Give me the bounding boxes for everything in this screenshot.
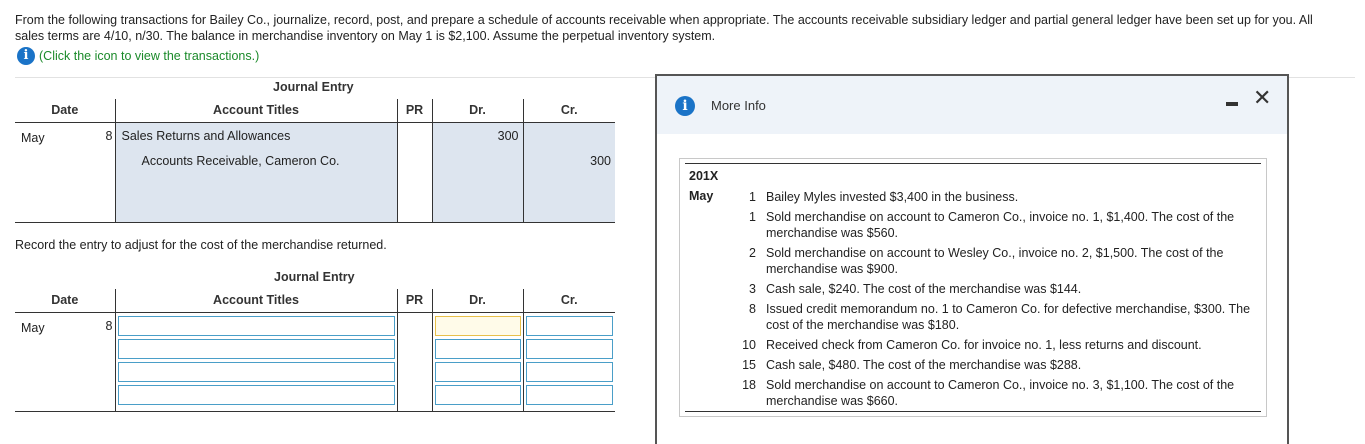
account-title-credit: Accounts Receivable, Cameron Co. — [141, 153, 340, 168]
transactions-box — [679, 158, 1267, 417]
credit-cell — [523, 122, 615, 222]
month-label: May — [21, 320, 45, 335]
transaction-day: 2 — [749, 246, 756, 260]
transaction-text: Issued credit memorandum no. 1 to Cameron Co. for defective merchandise, $300. The cost of the merchandise was $180. — [766, 302, 1251, 332]
transaction-item — [736, 337, 1256, 353]
transaction-text: Bailey Myles invested $3,400 in the business. — [766, 190, 1019, 204]
credit-header: Cr. — [523, 99, 615, 122]
transaction-text: Sold merchandise on account to Wesley Co., invoice no. 2, $1,500. The cost of the merchandise was $900. — [766, 246, 1224, 276]
record-instruction: Record the entry to adjust for the cost of the merchandise returned. — [15, 238, 387, 252]
more-info-modal — [655, 74, 1289, 444]
close-icon[interactable]: ✕ — [1253, 86, 1272, 111]
transaction-item — [736, 357, 1256, 373]
day-label: 8 — [105, 128, 113, 143]
info-icon: i — [675, 96, 695, 116]
debit-header: Dr. — [432, 289, 523, 312]
transaction-item — [736, 301, 1256, 333]
debit-input-4[interactable] — [435, 385, 521, 405]
transaction-item — [736, 209, 1256, 241]
transactions-list — [736, 189, 1256, 413]
bottom-rule — [685, 411, 1261, 412]
transaction-day: 3 — [749, 282, 756, 296]
transaction-item — [736, 377, 1256, 409]
credit-amount: 300 — [590, 153, 611, 168]
transaction-text: Sold merchandise on account to Cameron Co., invoice no. 1, $1,400. The cost of the merchandise was $560. — [766, 210, 1235, 240]
pr-header: PR — [397, 99, 432, 122]
account-titles-header: Account Titles — [115, 289, 397, 312]
credit-header: Cr. — [523, 289, 615, 312]
debit-header: Dr. — [432, 99, 523, 122]
date-header: Date — [15, 99, 115, 122]
pr-cell — [397, 312, 432, 411]
account-titles-cell — [115, 122, 397, 222]
journal-entry-table-1 — [15, 99, 615, 223]
debit-input-1[interactable] — [435, 316, 521, 336]
modal-title: More Info — [711, 98, 766, 113]
credit-input-2[interactable] — [526, 339, 614, 359]
minimize-icon[interactable] — [1225, 94, 1239, 108]
journal-entry-title: Journal Entry — [273, 80, 354, 94]
debit-cell — [432, 122, 523, 222]
pr-cell — [397, 122, 432, 222]
date-header: Date — [15, 289, 115, 312]
month-label: May — [689, 189, 714, 203]
instructions-text: From the following transactions for Bailey Co., journalize, record, post, and prepare a schedule of accounts receivable when appropriate. The accounts receivable subsidiary ledger and partial general ledger have been set up for you. All sales terms are 4/10, n/30. The balance in merchandise inventory on May 1 is $2,100. Assume the perpetual inventory system. — [15, 13, 1313, 43]
transaction-text: Cash sale, $480. The cost of the merchandise was $288. — [766, 358, 1082, 372]
account-titles-inputs — [115, 312, 397, 411]
debit-inputs — [432, 312, 523, 411]
day-label: 8 — [105, 318, 113, 333]
top-rule — [685, 163, 1261, 164]
date-cell — [15, 122, 115, 222]
transaction-text: Received check from Cameron Co. for invoice no. 1, less returns and discount. — [766, 338, 1202, 352]
transaction-day: 8 — [749, 302, 756, 316]
transaction-item — [736, 189, 1256, 205]
year-label: 201X — [689, 169, 719, 183]
debit-input-3[interactable] — [435, 362, 521, 382]
transaction-item — [736, 245, 1256, 277]
debit-amount-empty — [433, 148, 523, 173]
view-transactions-link[interactable] — [17, 47, 259, 65]
debit-input-2[interactable] — [435, 339, 521, 359]
transaction-day: 10 — [742, 338, 756, 352]
account-title-input-1[interactable] — [118, 316, 395, 336]
modal-header[interactable] — [657, 76, 1287, 134]
journal-entry-title-2: Journal Entry — [274, 270, 355, 284]
credit-input-1[interactable] — [526, 316, 614, 336]
account-title-input-2[interactable] — [118, 339, 395, 359]
transaction-day: 15 — [742, 358, 756, 372]
date-cell — [15, 312, 115, 411]
credit-amount-empty — [524, 123, 616, 148]
transaction-day: 1 — [749, 190, 756, 204]
journal-entry-table-2 — [15, 289, 615, 412]
credit-input-3[interactable] — [526, 362, 614, 382]
view-transactions-text[interactable]: (Click the icon to view the transactions.) — [39, 49, 260, 63]
credit-inputs — [523, 312, 615, 411]
account-title-debit: Sales Returns and Allowances — [121, 128, 291, 143]
month-label: May — [21, 130, 45, 145]
debit-amount: 300 — [497, 128, 519, 143]
account-title-input-3[interactable] — [118, 362, 395, 382]
credit-input-4[interactable] — [526, 385, 614, 405]
pr-header: PR — [397, 289, 432, 312]
transaction-text: Sold merchandise on account to Cameron Co., invoice no. 3, $1,100. The cost of the merchandise was $660. — [766, 378, 1235, 408]
account-titles-header: Account Titles — [115, 99, 397, 122]
transaction-day: 1 — [749, 210, 756, 224]
transaction-day: 18 — [742, 378, 756, 392]
account-title-input-4[interactable] — [118, 385, 395, 405]
info-icon[interactable]: i — [17, 47, 35, 65]
transaction-text: Cash sale, $240. The cost of the merchandise was $144. — [766, 282, 1082, 296]
transaction-item — [736, 281, 1256, 297]
